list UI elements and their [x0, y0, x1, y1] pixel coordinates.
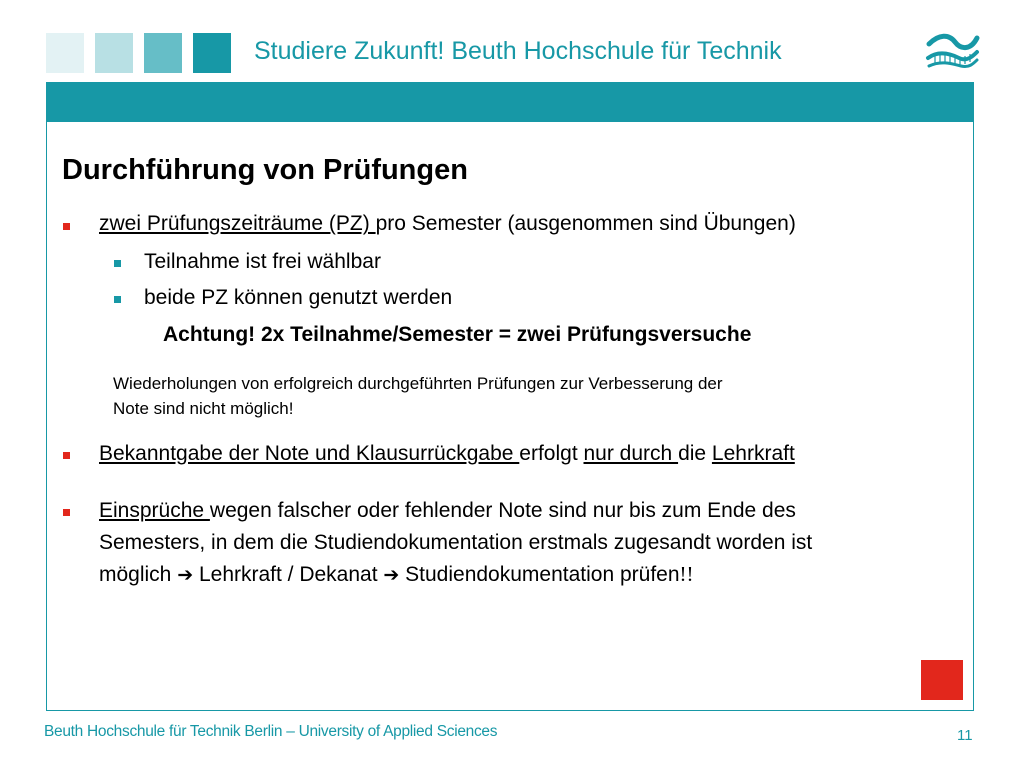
header-square-1 [46, 33, 84, 73]
note-line-1: Wiederholungen von erfolgreich durchgeführten Prüfungen zur Verbesserung der [113, 374, 723, 393]
header-square-2 [95, 33, 133, 73]
bullet-text: Studiendokumentation prüfen [399, 563, 680, 586]
underlined-text: Bekanntgabe der Note und Klausurrückgabe [99, 442, 520, 465]
footer-subtitle: University of Applied Sciences [298, 723, 498, 740]
red-corner-square [921, 660, 963, 700]
beuth-logo-icon [925, 30, 980, 76]
header-square-4 [193, 33, 231, 73]
bullet-pruefungszeitraeume [99, 212, 796, 236]
sub-bullet-beide-pz: beide PZ können genutzt werden [144, 286, 453, 309]
slide-title: Durchführung von Prüfungen [62, 154, 468, 186]
bullet-text: Lehrkraft / Dekanat [193, 563, 384, 586]
underlined-text: Einsprüche [99, 499, 210, 522]
sub-bullet-teilnahme: Teilnahme ist frei wählbar [144, 250, 381, 273]
bullet-text: wegen falscher oder fehlender Note sind nur bis zum Ende des [209, 499, 796, 522]
bullet-bekanntgabe [99, 442, 795, 466]
sub-bullet-marker [114, 260, 121, 267]
slide-header-bar [46, 82, 974, 122]
note-line-2: Note sind nicht möglich! [113, 399, 294, 418]
bullet-text: die [678, 442, 712, 465]
page-number: 11 [957, 727, 973, 744]
arrow-right-icon: ➔ [383, 564, 400, 586]
arrow-right-icon: ➔ [177, 564, 194, 586]
header-title: Studiere Zukunft! Beuth Hochschule für Technik [254, 37, 782, 65]
underlined-text: zwei Prüfungszeiträume (PZ) [99, 212, 376, 235]
bullet-marker [63, 452, 70, 459]
bullet-text: möglich [99, 563, 178, 586]
footer-institution-name: Beuth Hochschule für Technik Berlin [44, 723, 283, 740]
note-paragraph [113, 371, 723, 421]
bullet-text: pro Semester (ausgenommen sind Übungen) [375, 212, 796, 235]
bullet-einsprueche-line-2: Semesters, in dem die Studiendokumentation erstmals zugesandt worden ist [99, 531, 813, 554]
bullet-marker [63, 509, 70, 516]
header-square-3 [144, 33, 182, 73]
sub-bullet-marker [114, 296, 121, 303]
bullet-marker [63, 223, 70, 230]
bullet-einsprueche-line-3 [99, 562, 694, 587]
bullet-text: erfolgt [519, 442, 584, 465]
underlined-text: Lehrkraft [711, 442, 795, 465]
warning-text: Achtung! 2x Teilnahme/Semester = zwei Prüfungsversuche [163, 323, 752, 346]
underlined-text: nur durch [583, 442, 679, 465]
bullet-einsprueche-line-1 [99, 499, 796, 523]
footer-separator: – [282, 723, 299, 740]
bullet-text: !! [679, 562, 694, 586]
footer-institution [44, 723, 497, 741]
